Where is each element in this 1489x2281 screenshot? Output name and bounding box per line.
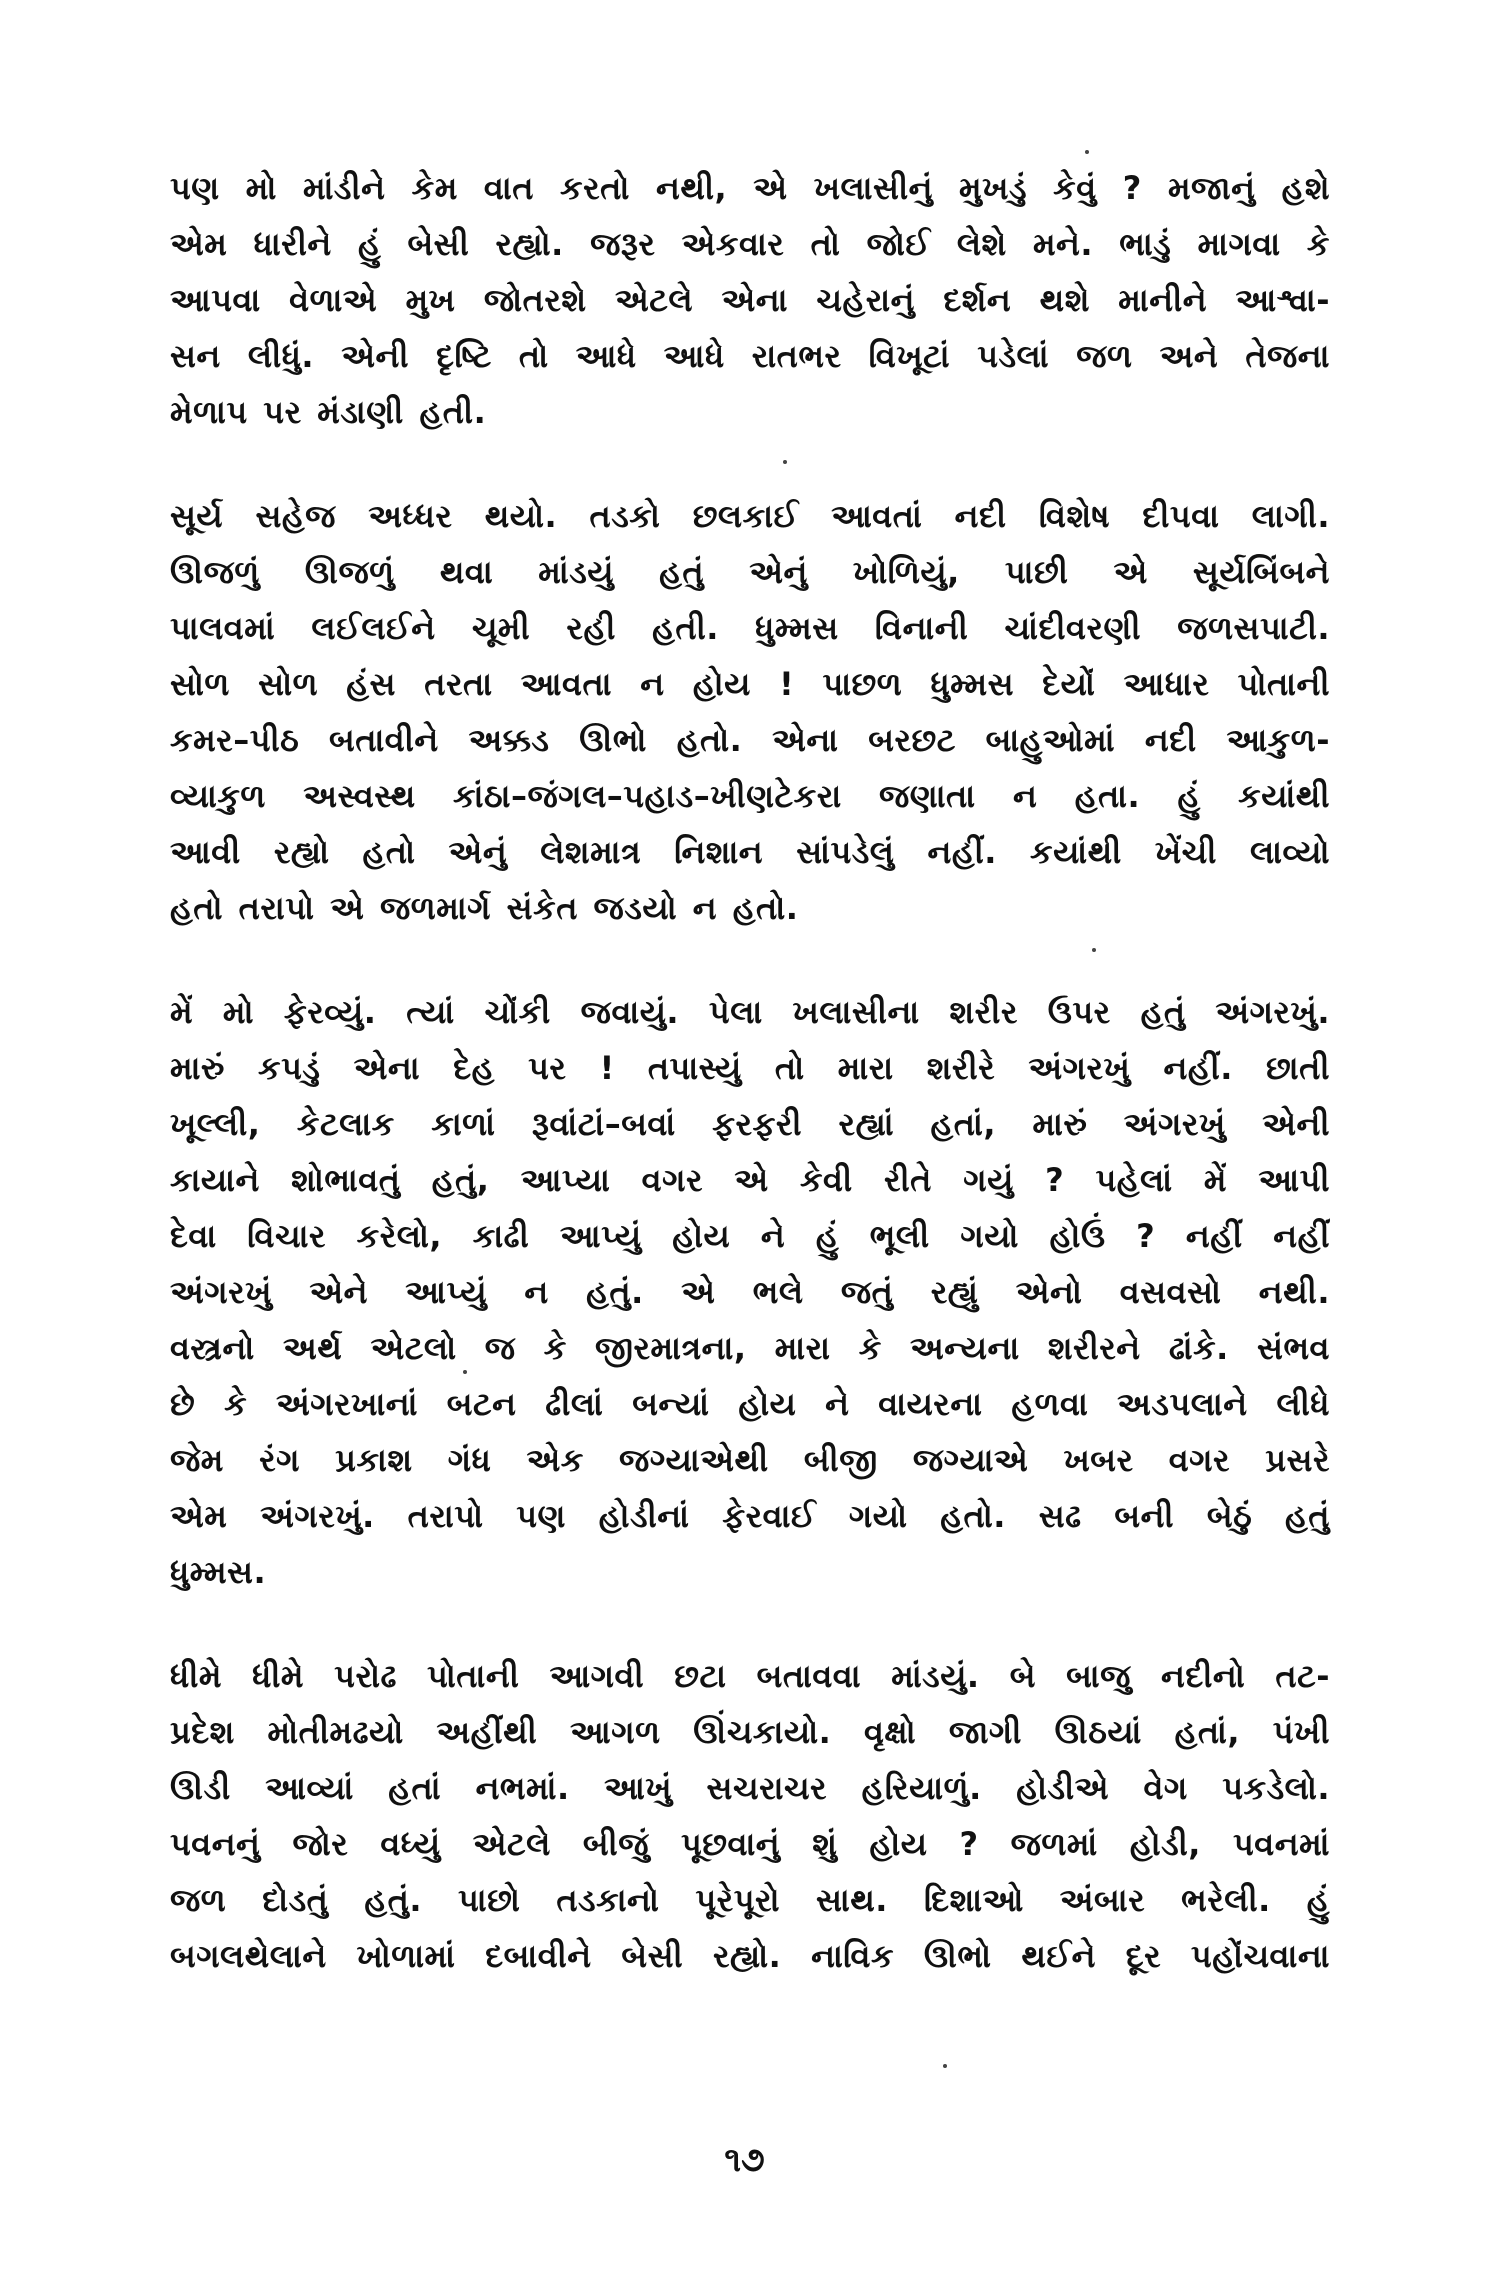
text-line: હતો તરાપો એ જળમાર્ગ સંકેત જડયો ન હતો. — [170, 889, 799, 927]
text-line: આપવા વેળાએ મુખ જોતરશે એટલે એના ચહેરાનું દર્શન થશે માનીને આશ્વા- — [170, 281, 1330, 319]
text-line: સન લીધું. એની દૃષ્ટિ તો આધે આધે રાતભર વિખૂટાં પડેલાં જળ અને તેજના — [170, 337, 1330, 375]
text-line: પ્રદેશ મોતીમઢયો અહીંથી આગળ ઊંચકાયો. વૃક્ષો જાગી ઊઠયાં હતાં, પંખી — [170, 1713, 1330, 1751]
text-line: ખૂલ્લી, કેટલાક કાળાં રૂવાંટાં–બવાં ફરફરી રહ્યાં હતાં, મારું અંગરખું એની — [170, 1105, 1330, 1143]
text-line: ઊડી આવ્યાં હતાં નભમાં. આખું સચરાચર હરિયાળું. હોડીએ વેગ પકડેલો. — [170, 1769, 1330, 1807]
text-line: કમર–પીઠ બતાવીને અક્કડ ઊભો હતો. એના બરછટ બાહુઓમાં નદી આકુળ- — [170, 721, 1330, 759]
body-text — [170, 160, 1330, 1984]
text-line: દેવા વિચાર કરેલો, કાઢી આપ્યું હોય ને હું ભૂલી ગયો હોઉં ? નહીં નહીં — [170, 1217, 1330, 1255]
print-speck — [943, 2064, 947, 2068]
text-line: ધીમે ધીમે પરોઢ પોતાની આગવી છટા બતાવવા માંડયું. બે બાજુ નદીનો તટ- — [170, 1657, 1330, 1695]
print-speck — [1092, 948, 1096, 952]
page-number: ૧૭ — [724, 2140, 765, 2180]
text-line: જેમ રંગ પ્રકાશ ગંધ એક જગ્યાએથી બીજી જગ્યાએ ખબર વગર પ્રસરે — [170, 1441, 1330, 1479]
text-line: ધુમ્મસ. — [170, 1553, 267, 1591]
text-line: સૂર્ય સહેજ અધ્ધર થયો. તડકો છલકાઈ આવતાં નદી વિશેષ દીપવા લાગી. — [170, 497, 1330, 535]
text-line: પવનનું જોર વધ્યું એટલે બીજું પૂછવાનું શું હોય ? જળમાં હોડી, પવનમાં — [170, 1825, 1330, 1863]
text-line: પાલવમાં લઈલઈને ચૂમી રહી હતી. ધુમ્મસ વિનાની ચાંદીવરણી જળસપાટી. — [170, 609, 1330, 647]
text-line: છે કે અંગરખાનાં બટન ઢીલાં બન્યાં હોય ને વાયરના હળવા અડપલાને લીધે — [170, 1385, 1330, 1423]
text-line: એમ ધારીને હું બેસી રહ્યો. જરૂર એકવાર તો જોઈ લેશે મને. ભાડું માગવા કે — [170, 225, 1330, 263]
text-line: મેં મો ફેરવ્યું. ત્યાં ચોંકી જવાયું. પેલા ખલાસીના શરીર ઉપર હતું અંગરખું. — [170, 993, 1330, 1031]
text-line: જળ દોડતું હતું. પાછો તડકાનો પૂરેપૂરો સાથ. દિશાઓ અંબાર ભરેલી. હું — [170, 1881, 1330, 1919]
paragraph-3 — [170, 984, 1330, 1600]
text-line: બગલથેલાને ખોળામાં દબાવીને બેસી રહ્યો. નાવિક ઊભો થઈને દૂર પહોંચવાના — [170, 1937, 1330, 1975]
paragraph-1 — [170, 160, 1330, 440]
print-speck — [783, 460, 787, 464]
text-line: વ્યાકુળ અસ્વસ્થ કાંઠા–જંગલ–પહાડ–ખીણટેકરા જણાતા ન હતા. હું કયાંથી — [170, 777, 1330, 815]
text-line: વસ્ત્રનો અર્થ એટલો જ કે જીરમાત્રના, મારા કે અન્યના શરીરને ઢાંકે. સંભવ — [170, 1329, 1330, 1367]
print-speck — [1085, 150, 1089, 154]
paragraph-4 — [170, 1648, 1330, 1984]
print-speck — [463, 1370, 467, 1374]
text-line: સોળ સોળ હંસ તરતા આવતા ન હોય ! પાછળ ધુમ્મસ દેયોં આધાર પોતાની — [170, 665, 1330, 703]
text-line: એમ અંગરખું. તરાપો પણ હોડીનાં ફેરવાઈ ગયો હતો. સઢ બની બેઠું હતું — [170, 1497, 1330, 1535]
text-line: અંગરખું એને આપ્યું ન હતું. એ ભલે જતું રહ્યું એનો વસવસો નથી. — [170, 1273, 1330, 1311]
text-line: મારું કપડું એના દેહ પર ! તપાસ્યું તો મારા શરીરે અંગરખું નહીં. છાતી — [170, 1049, 1330, 1087]
text-line: પણ મો માંડીને કેમ વાત કરતો નથી, એ ખલાસીનું મુખડું કેવું ? મજાનું હશે — [170, 169, 1330, 207]
text-line: ઊજળું ઊજળું થવા માંડયું હતું એનું ખોળિયું, પાછી એ સૂર્યબિંબને — [170, 553, 1330, 591]
paragraph-2 — [170, 488, 1330, 936]
text-line: કાયાને શોભાવતું હતું, આપ્યા વગર એ કેવી રીતે ગયું ? પહેલાં મેં આપી — [170, 1161, 1330, 1199]
text-line: મેળાપ પર મંડાણી હતી. — [170, 393, 487, 431]
text-line: આવી રહ્યો હતો એનું લેશમાત્ર નિશાન સાંપડેલું નહીં. કયાંથી ખેંચી લાવ્યો — [170, 833, 1330, 871]
